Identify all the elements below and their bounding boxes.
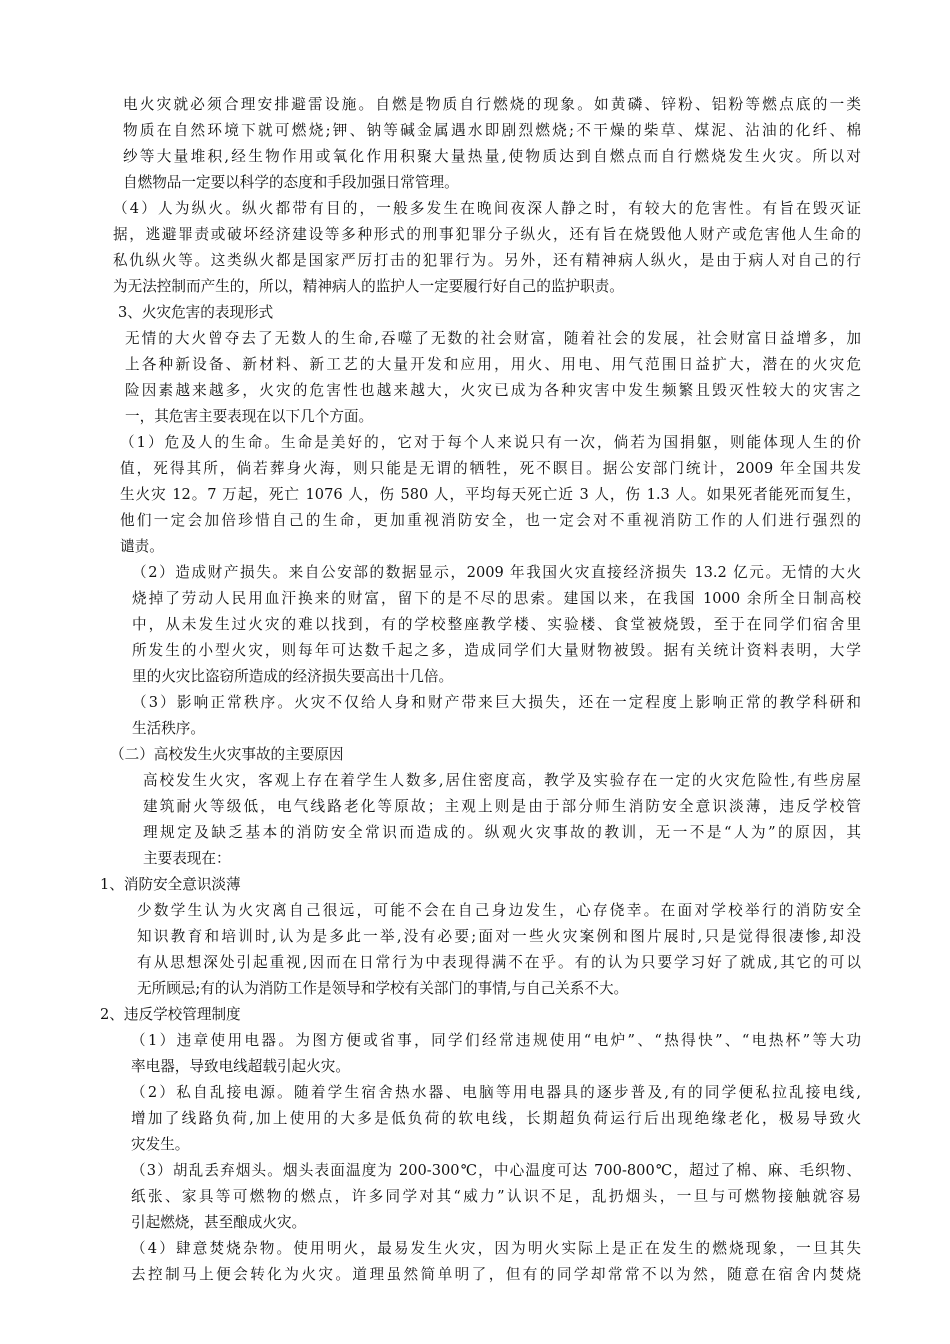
text-line: （3）影响正常秩序。火灾不仅给人身和财产带来巨大损失，还在一定程度上影响正常的教学科研和 <box>132 694 861 711</box>
text-line: 引起燃烧，甚至酿成火灾。 <box>131 1214 307 1231</box>
text-line: 生火灾 12。7 万起，死亡 1076 人，伤 580 人，平均每天死亡近 3 人，伤 1.3 人。如果死者能死而复生， <box>120 486 861 503</box>
text-line: 中，从未发生过火灾的难以找到，有的学校整座教学楼、实验楼、食堂被烧毁，至于在同学们宿舍里 <box>132 616 861 633</box>
text-line: 无情的大火曾夺去了无数人的生命,吞噬了无数的社会财富，随着社会的发展，社会财富日益增多，加 <box>125 330 861 347</box>
text-line: 高校发生火灾，客观上存在着学生人数多,居住密度高，教学及实验存在一定的火灾危险性,有些房屋 <box>143 772 861 789</box>
text-line: 所发生的小型火灾，则每年可达数千起之多，造成同学们大量财物被毁。据有关统计资料表明，大学 <box>132 642 861 659</box>
text-line: 建筑耐火等级低，电气线路老化等原故；主观上则是由于部分师生消防安全意识淡薄，违反学校管 <box>143 798 861 815</box>
text-line: 烧掉了劳动人民用血汗换来的财富，留下的是不尽的思索。建国以来，在我国 1000 余所全日制高校 <box>132 590 861 607</box>
text-line: 2、违反学校管理制度 <box>100 1006 241 1023</box>
text-line: 上各种新设备、新材料、新工艺的大量开发和应用，用火、用电、用气范围日益扩大，潜在的火灾危 <box>125 356 861 373</box>
text-line: 物质在自然环境下就可燃烧;钾、钠等碱金属遇水即剧烈燃烧;不干燥的柴草、煤泥、沾油的化纤、棉 <box>123 122 861 139</box>
text-line: （二）高校发生火灾事故的主要原因 <box>110 746 344 763</box>
text-line: （3）胡乱丢弃烟头。烟头表面温度为 200-300℃，中心温度可达 700-800℃，超过了棉、麻、毛织物、 <box>131 1162 861 1179</box>
text-line: （4）人为纵火。纵火都带有目的，一般多发生在晚间夜深人静之时，有较大的危害性。有旨在毁灭证 <box>113 200 861 217</box>
text-line: （2）私自乱接电源。随着学生宿舍热水器、电脑等用电器具的逐步普及,有的同学便私拉乱接电线, <box>131 1084 861 1101</box>
text-line: 灾发生。 <box>131 1136 190 1153</box>
text-line: 理规定及缺乏基本的消防安全常识而造成的。纵观火灾事故的教训，无一不是“人为”的原因，其 <box>143 824 861 841</box>
text-line: 率电器，导致电线超载引起火灾。 <box>131 1058 350 1075</box>
text-line: 无所顾忌;有的认为消防工作是领导和学校有关部门的事情,与自己关系不大。 <box>137 980 629 997</box>
text-line: 主要表现在： <box>143 850 231 867</box>
text-line: 自燃物品一定要以科学的态度和手段加强日常管理。 <box>123 174 459 191</box>
text-line: 增加了线路负荷,加上使用的大多是低负荷的软电线，长期超负荷运行后出现绝缘老化，极易导致火 <box>131 1110 861 1127</box>
text-line: 生活秩序。 <box>132 720 205 737</box>
text-line: 为无法控制而产生的，所以，精神病人的监护人一定要履行好自己的监护职责。 <box>113 278 624 295</box>
text-line: （1）危及人的生命。生命是美好的，它对于每个人来说只有一次，倘若为国捐躯，则能体现人生的价 <box>120 434 861 451</box>
text-line: 值，死得其所，倘若葬身火海，则只能是无谓的牺牲，死不瞑目。据公安部门统计，2009 年全国共发 <box>120 460 861 477</box>
text-line: 电火灾就必须合理安排避雷设施。自燃是物质自行燃烧的现象。如黄磷、锌粉、铝粉等燃点底的一类 <box>123 96 861 113</box>
text-line: 纱等大量堆积,经生物作用或氧化作用积聚大量热量,使物质达到自燃点而自行燃烧发生火灾。所以对 <box>123 148 861 165</box>
text-line: 3、火灾危害的表现形式 <box>118 304 274 321</box>
text-line: 谴责。 <box>120 538 164 555</box>
text-line: 里的火灾比盗窃所造成的经济损失要高出十几倍。 <box>132 668 454 685</box>
text-line: （2）造成财产损失。来自公安部的数据显示，2009 年我国火灾直接经济损失 13.2 亿元。无情的大火 <box>132 564 861 581</box>
text-line: 一，其危害主要表现在以下几个方面。 <box>125 408 374 425</box>
text-line: （1）违章使用电器。为图方便或省事，同学们经常违规使用“电炉”、“热得快”、“电热杯”等大功 <box>131 1032 861 1049</box>
text-line: 知识教育和培训时,认为是多此一举,没有必要;面对一些火灾案例和图片展时,只是觉得很凄惨,却没 <box>137 928 861 945</box>
text-line: 去控制马上便会转化为火灾。道理虽然简单明了，但有的同学却常常不以为然，随意在宿舍内焚烧 <box>131 1266 861 1283</box>
text-line: 少数学生认为火灾离自己很远，可能不会在自己身边发生，心存侥幸。在面对学校举行的消防安全 <box>137 902 861 919</box>
text-line: 险因素越来越多，火灾的危害性也越来越大，火灾已成为各种灾害中发生频繁且毁灭性较大的灾害之 <box>125 382 861 399</box>
text-line: 他们一定会加倍珍惜自己的生命，更加重视消防安全，也一定会对不重视消防工作的人们进行强烈的 <box>120 512 861 529</box>
text-line: 有从思想深处引起重视,因而在日常行为中表现得满不在乎。有的认为只要学习好了就成,其它的可以 <box>137 954 861 971</box>
text-line: 1、消防安全意识淡薄 <box>100 876 241 893</box>
text-line: 纸张、家具等可燃物的燃点，许多同学对其“威力”认识不足，乱扔烟头，一旦与可燃物接触就容易 <box>131 1188 861 1205</box>
text-line: 据，逃避罪责或破坏经济建设等多种形式的刑事犯罪分子纵火，还有旨在烧毁他人财产或危害他人生命的 <box>113 226 861 243</box>
text-line: （4）肆意焚烧杂物。使用明火，最易发生火灾，因为明火实际上是正在发生的燃烧现象，一旦其失 <box>131 1240 861 1257</box>
text-line: 私仇纵火等。这类纵火都是国家严厉打击的犯罪行为。另外，还有精神病人纵火，是由于病人对自己的行 <box>113 252 861 269</box>
